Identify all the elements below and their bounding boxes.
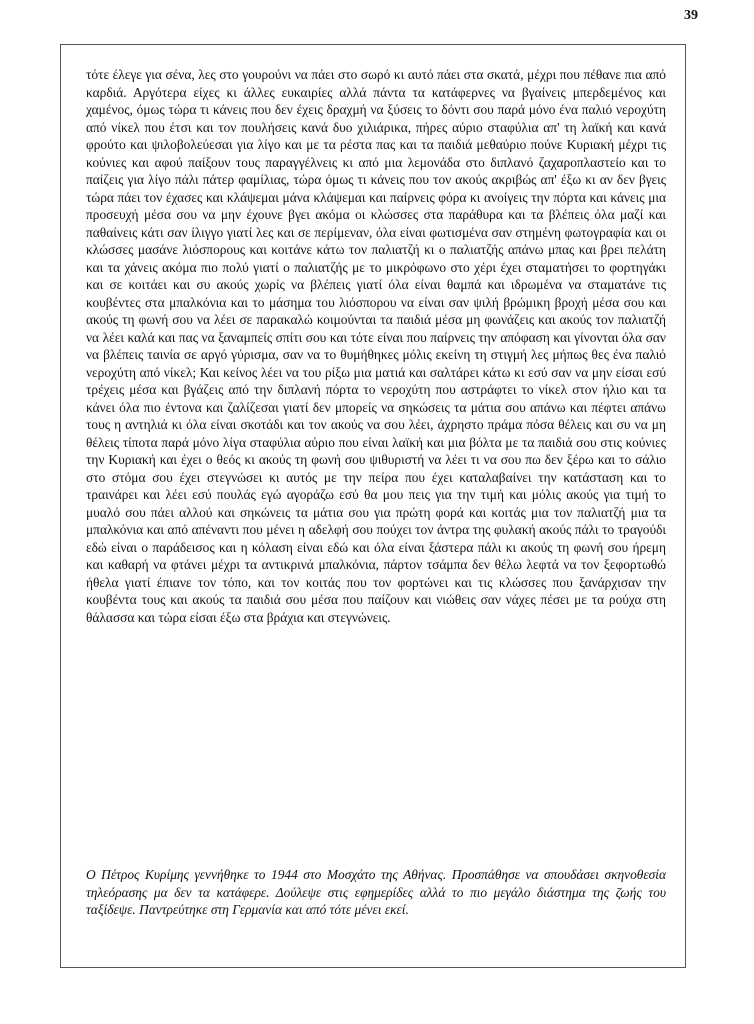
story-text: τότε έλεγε για σένα, λες στο γουρούνι να πάει στο σωρό κι αυτό πάει στα σκατά, μέχρι που πέθανε πια από καρδιά. Αργότερα είχες κι άλλες ευκαιρίες αλλά πάντα τα κατάφερνες να βγαίνεις μπερδεμένος και χαμένος, όμως τώρα τι κάνεις που δεν έχεις δραχμή να ξύσεις το δόντι σου παρά μόνο ένα παλιό νεροχύτη από νίκελ που έτσι και τον πουλήσεις κανά δυο χιλιάρικα, πήρες αύριο σταφύλια απ' τη λαϊκή και κανά φρούτο και ψιλοβολεύεσαι για λίγο και με τα ρέστα πας και τα παιδιά μεθαύριο πούνε Κυριακή μέχρι τις κούνιες και αφού παίξουν τους παραγγέλνεις κι από μια λεμονάδα στο διπλανό ζαχαροπλαστείο και το παίζεις για λίγο πάλι πάτερ φαμίλιας, τώρα όμως τι κάνεις που τον ακούς ακριβώς απ' έξω κι αν δεν βγεις τώρα πάει τον έχασες και κλάψεμαι μάνα κλάψεμαι και παίρνεις φόρα κι ανοίγεις την πόρτα και κάνεις μια προσευχή μέσα σου να μην έχουνε βγει ακόμα οι κλώσσες στα παράθυρα και τα βλέπεις όλα μαζί και παθαίνεις κάτι σαν ίλιγγο γιατί λες και σε περίμεναν, όλα είναι φωτισμένα σαν στημένη φωτογραφία και οι κλώσσες μασάνε λιόσπορους και κοιτάνε κάτω τον παλιατζή κι ο παλιατζής απάνω μπας και βρει πελάτη και τα χάνεις ακόμα πιο πολύ γιατί ο παλιατζής με το μικρόφωνο στο χέρι έχει σταματήσει το φορτηγάκι και σε κοιτάει και συ ακούς χωρίς να βλέπεις γιατί όλα είναι θαμπά και ιδρωμένα να σταματάνε τις κουβέντες στα μπαλκόνια και το μάσημα του λιόσπορου να είναι σαν ψιλή βρώμικη βροχή μέσα σου και ακούς τη φωνή σου να λέει σε παρακαλώ κοιμούνται τα παιδιά μέσα μη φωνάζεις και ακούς τον παλιατζή να λέει καλά και πας να ξαναμπείς σπίτι σου και τότε είναι που παίρνεις την απόφαση και γίνονται όλα σαν να βλέπεις ταινία σε αργό γύρισμα, σαν να το θυμήθηκες μόλις εκείνη τη στιγμή λες μήπως θες ένα παλιό νεροχύτη από νίκελ; Και κείνος λέει να του ρίξω μια ματιά και σαλτάρει κάτω κι εσύ σαν να μην είσαι εσύ τρέχεις μέσα και βγάζεις από την διπλανή πόρτα το νεροχύτη που αστράφτει το νίκελ στον ήλιο και τα κάνει όλα πιο έντονα και ζαλίζεσαι γιατί δεν μπορείς να σηκώσεις τα μάτια σου απάνω και πέφτει απάνω τους η αντηλιά κι όλα είναι σκοτάδι και τον ακούς να σου λέει, άχρηστο πράμα πόσα θέλεις και συ να μη θέλεις τίποτα παρά μόνο λίγα σταφύλια αύριο που είναι λαϊκή και μια βόλτα με τα παιδιά σου στις κούνιες την Κυριακή και έχει ο θεός κι ακούς τη φωνή σου ψιθυριστή να λέει τι να σου πω δεν ξέρω και το σάλιο στο στόμα σου έχει στεγνώσει κι αυτός με την πείρα που έχει καταλαβαίνει την κατάσταση και το τραινάρει και λέει εσύ πουλάς εγώ αγοράζω εσύ θα μου πεις για την τιμή και μόλις ακούς για τιμή το μυαλό σου πάει αλλού και σηκώνεις τα μάτια σου για πρώτη φορά και κοιτάς μια τον παλιατζή μια τα μπαλκόνια και από απέναντι που μένει η αδελφή σου πούχει τον άντρα της φυλακή ακούς πάλι το τραγούδι εδώ είναι ο παράδεισος και η κόλαση είναι εδώ και όλα είναι ξάστερα πάλι κι ακούς τη φωνή σου ήρεμη και καθαρή να φτάνει μέχρι τα αντικρινά μπαλκόνια, πάρτον τσάμπα δεν θέλω λεφτά να τον ξεφορτωθώ ήθελα γιατί έπιανε τον τόπο, και τον κοιτάς που τον φορτώνει και τις κλώσσες που ξανάρχισαν την κουβέντα τους και ακούς τα παιδιά σου μέσα που παίζουν και νιώθεις σαν νάχες πέσει με τα ρούχα στη θάλασσα και τώρα είσαι έξω στα βράχια και στεγνώνεις. — [86, 67, 666, 625]
page-number: 39 — [684, 8, 698, 23]
author-bio: Ο Πέτρος Κυρίμης γεννήθηκε το 1944 στο Μοσχάτο της Αθήνας. Προσπάθησε να σπουδάσει σκηνοθεσία τηλεόρασης μα δεν τα κατάφερε. Δούλεψε στις εφημερίδες αλλά το πιο μεγάλο διάστημα της ζωής του ταξίδεψε. Παντρεύτηκε στη Γερμανία και από τότε μένει εκεί. — [86, 867, 666, 917]
